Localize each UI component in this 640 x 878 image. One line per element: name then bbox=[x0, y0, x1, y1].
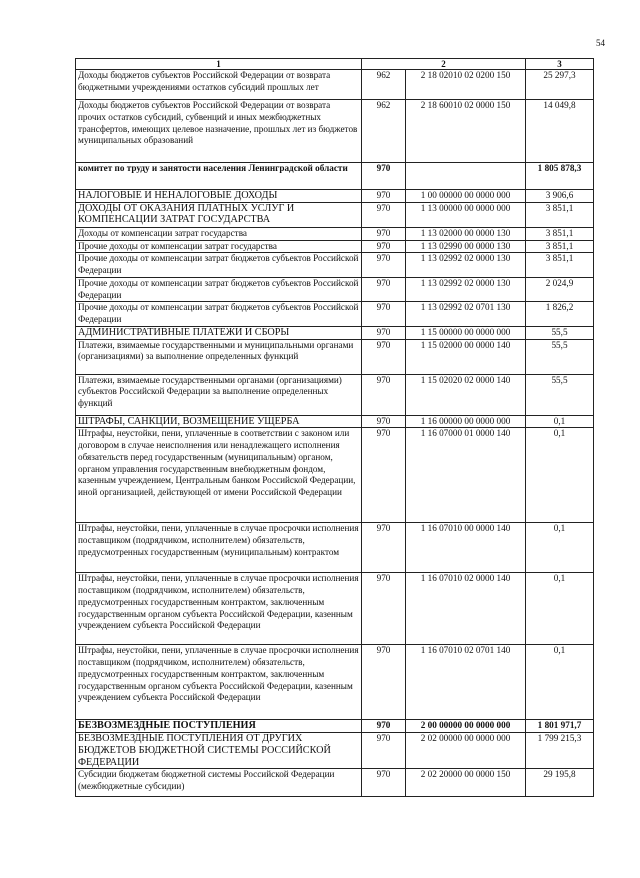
row-amount-cell: 1 801 971,7 bbox=[526, 720, 594, 733]
table-row bbox=[76, 720, 594, 733]
table-row bbox=[76, 202, 594, 227]
row-name-cell: Прочие доходы от компенсации затрат бюджетов субъектов Российской Федерации bbox=[76, 277, 362, 302]
row-amount-cell: 55,5 bbox=[526, 374, 594, 415]
row-admin-code-cell: 970 bbox=[362, 720, 406, 733]
row-admin-code-cell: 970 bbox=[362, 374, 406, 415]
row-amount-cell: 0,1 bbox=[526, 573, 594, 645]
row-admin-code-cell: 970 bbox=[362, 240, 406, 253]
row-budget-code-cell: 2 02 20000 00 0000 150 bbox=[406, 769, 526, 797]
row-name-cell: ШТРАФЫ, САНКЦИИ, ВОЗМЕЩЕНИЕ УЩЕРБА bbox=[76, 415, 362, 428]
row-budget-code-cell: 1 16 07000 01 0000 140 bbox=[406, 428, 526, 523]
row-amount-cell: 0,1 bbox=[526, 523, 594, 573]
table-row bbox=[76, 190, 594, 203]
row-budget-code-cell: 1 13 02992 02 0701 130 bbox=[406, 302, 526, 327]
row-name-cell: Платежи, взимаемые государственными органами (организациями) субъектов Российской Федерации за выполнение определенных функций bbox=[76, 374, 362, 415]
row-admin-code-cell: 970 bbox=[362, 277, 406, 302]
row-admin-code-cell: 970 bbox=[362, 190, 406, 203]
row-budget-code-cell: 1 13 02990 00 0000 130 bbox=[406, 240, 526, 253]
row-budget-code-cell: 1 15 02000 00 0000 140 bbox=[406, 339, 526, 374]
row-amount-cell: 1 826,2 bbox=[526, 302, 594, 327]
row-name-cell: Платежи, взимаемые государственными и муниципальными органами (организациями) за выполнение определенных функций bbox=[76, 339, 362, 374]
row-budget-code-cell bbox=[406, 163, 526, 190]
row-budget-code-cell: 1 13 02992 02 0000 130 bbox=[406, 253, 526, 278]
table-row bbox=[76, 302, 594, 327]
row-name-cell: Доходы от компенсации затрат государства bbox=[76, 227, 362, 240]
table-header-row bbox=[76, 59, 594, 70]
row-amount-cell: 0,1 bbox=[526, 645, 594, 720]
row-amount-cell: 25 297,3 bbox=[526, 70, 594, 100]
row-amount-cell: 29 195,8 bbox=[526, 769, 594, 797]
row-budget-code-cell: 1 16 07010 00 0000 140 bbox=[406, 523, 526, 573]
row-amount-cell: 2 024,9 bbox=[526, 277, 594, 302]
table-row bbox=[76, 326, 594, 339]
row-budget-code-cell: 1 16 07010 02 0701 140 bbox=[406, 645, 526, 720]
table-row bbox=[76, 100, 594, 163]
row-name-cell: Доходы бюджетов субъектов Российской Федерации от возврата бюджетными учреждениями остатков субсидий прошлых лет bbox=[76, 70, 362, 100]
row-amount-cell: 1 805 878,3 bbox=[526, 163, 594, 190]
row-name-cell: Штрафы, неустойки, пени, уплаченные в случае просрочки исполнения поставщиком (подрядчиком, исполнителем) обязательств, предусмотренных государственным контрактом, заключенным государственным органом субъекта Российской Федерации, казенным учреждением субъекта Российской Федерации bbox=[76, 645, 362, 720]
row-name-cell: Прочие доходы от компенсации затрат бюджетов субъектов Российской Федерации bbox=[76, 302, 362, 327]
row-budget-code-cell: 1 13 02000 00 0000 130 bbox=[406, 227, 526, 240]
row-admin-code-cell: 970 bbox=[362, 428, 406, 523]
row-amount-cell: 3 851,1 bbox=[526, 202, 594, 227]
row-name-cell: БЕЗВОЗМЕЗДНЫЕ ПОСТУПЛЕНИЯ bbox=[76, 720, 362, 733]
row-name-cell: Доходы бюджетов субъектов Российской Федерации от возврата прочих остатков субсидий, субвенций и иных межбюджетных трансфертов, имеющих целевое назначение, прошлых лет из бюджетов муниципальных образований bbox=[76, 100, 362, 163]
row-amount-cell: 0,1 bbox=[526, 415, 594, 428]
row-admin-code-cell: 970 bbox=[362, 523, 406, 573]
row-admin-code-cell: 962 bbox=[362, 100, 406, 163]
row-budget-code-cell: 1 13 02992 02 0000 130 bbox=[406, 277, 526, 302]
row-budget-code-cell: 1 16 00000 00 0000 000 bbox=[406, 415, 526, 428]
row-budget-code-cell: 1 16 07010 02 0000 140 bbox=[406, 573, 526, 645]
table-row bbox=[76, 523, 594, 573]
row-admin-code-cell: 970 bbox=[362, 202, 406, 227]
row-admin-code-cell: 970 bbox=[362, 645, 406, 720]
row-admin-code-cell: 970 bbox=[362, 573, 406, 645]
row-name-cell: комитет по труду и занятости населения Ленинградской области bbox=[76, 163, 362, 190]
row-admin-code-cell: 970 bbox=[362, 227, 406, 240]
table-row bbox=[76, 733, 594, 769]
table-row bbox=[76, 70, 594, 100]
row-budget-code-cell: 2 18 02010 02 0200 150 bbox=[406, 70, 526, 100]
row-name-cell: Субсидии бюджетам бюджетной системы Российской Федерации (межбюджетные субсидии) bbox=[76, 769, 362, 797]
row-amount-cell: 1 799 215,3 bbox=[526, 733, 594, 769]
table-row bbox=[76, 277, 594, 302]
row-amount-cell: 3 851,1 bbox=[526, 227, 594, 240]
row-admin-code-cell: 970 bbox=[362, 733, 406, 769]
row-name-cell: Штрафы, неустойки, пени, уплаченные в случае просрочки исполнения поставщиком (подрядчиком, исполнителем) обязательств, предусмотренных государственным (муниципальным) контрактом bbox=[76, 523, 362, 573]
row-budget-code-cell: 1 15 00000 00 0000 000 bbox=[406, 326, 526, 339]
row-name-cell: Штрафы, неустойки, пени, уплаченные в случае просрочки исполнения поставщиком (подрядчиком, исполнителем) обязательств, предусмотренных государственным контрактом, заключенным государственным органом субъекта Российской Федерации, казенным учреждением субъекта Российской Федерации bbox=[76, 573, 362, 645]
table-row bbox=[76, 573, 594, 645]
row-admin-code-cell: 970 bbox=[362, 339, 406, 374]
table-row bbox=[76, 645, 594, 720]
row-name-cell: Прочие доходы от компенсации затрат бюджетов субъектов Российской Федерации bbox=[76, 253, 362, 278]
row-budget-code-cell: 2 00 00000 00 0000 000 bbox=[406, 720, 526, 733]
row-admin-code-cell: 962 bbox=[362, 70, 406, 100]
row-amount-cell: 0,1 bbox=[526, 428, 594, 523]
row-budget-code-cell: 1 00 00000 00 0000 000 bbox=[406, 190, 526, 203]
table-row bbox=[76, 415, 594, 428]
table-row bbox=[76, 428, 594, 523]
page-number: 54 bbox=[596, 38, 605, 48]
table-row bbox=[76, 240, 594, 253]
row-name-cell: Штрафы, неустойки, пени, уплаченные в соответствии с законом или договором в случае неисполнения или ненадлежащего исполнения обязательств перед государственным (муниципальным) органом, органом управления государственным внебюджетным фондом, казенным учреждением, Центральным банком Российской Федерации, иной организацией, действующей от имени Российской Федерации bbox=[76, 428, 362, 523]
table-row bbox=[76, 769, 594, 797]
header-col-3: 3 bbox=[526, 59, 594, 70]
row-admin-code-cell: 970 bbox=[362, 302, 406, 327]
row-budget-code-cell: 1 15 02020 02 0000 140 bbox=[406, 374, 526, 415]
table-row bbox=[76, 253, 594, 278]
table-row bbox=[76, 163, 594, 190]
row-amount-cell: 3 906,6 bbox=[526, 190, 594, 203]
row-budget-code-cell: 1 13 00000 00 0000 000 bbox=[406, 202, 526, 227]
row-name-cell: АДМИНИСТРАТИВНЫЕ ПЛАТЕЖИ И СБОРЫ bbox=[76, 326, 362, 339]
header-col-1: 1 bbox=[76, 59, 362, 70]
row-name-cell: Прочие доходы от компенсации затрат государства bbox=[76, 240, 362, 253]
table-row bbox=[76, 339, 594, 374]
row-admin-code-cell: 970 bbox=[362, 326, 406, 339]
table-row bbox=[76, 374, 594, 415]
row-amount-cell: 3 851,1 bbox=[526, 253, 594, 278]
header-col-2: 2 bbox=[362, 59, 526, 70]
row-admin-code-cell: 970 bbox=[362, 769, 406, 797]
revenue-table bbox=[75, 58, 594, 797]
row-amount-cell: 14 049,8 bbox=[526, 100, 594, 163]
row-budget-code-cell: 2 18 60010 02 0000 150 bbox=[406, 100, 526, 163]
row-budget-code-cell: 2 02 00000 00 0000 000 bbox=[406, 733, 526, 769]
row-amount-cell: 55,5 bbox=[526, 339, 594, 374]
row-admin-code-cell: 970 bbox=[362, 253, 406, 278]
table-row bbox=[76, 227, 594, 240]
row-admin-code-cell: 970 bbox=[362, 415, 406, 428]
row-amount-cell: 55,5 bbox=[526, 326, 594, 339]
row-name-cell: НАЛОГОВЫЕ И НЕНАЛОГОВЫЕ ДОХОДЫ bbox=[76, 190, 362, 203]
row-name-cell: ДОХОДЫ ОТ ОКАЗАНИЯ ПЛАТНЫХ УСЛУГ И КОМПЕНСАЦИИ ЗАТРАТ ГОСУДАРСТВА bbox=[76, 202, 362, 227]
row-amount-cell: 3 851,1 bbox=[526, 240, 594, 253]
row-admin-code-cell: 970 bbox=[362, 163, 406, 190]
row-name-cell: БЕЗВОЗМЕЗДНЫЕ ПОСТУПЛЕНИЯ ОТ ДРУГИХ БЮДЖЕТОВ БЮДЖЕТНОЙ СИСТЕМЫ РОССИЙСКОЙ ФЕДЕРАЦИИ bbox=[76, 733, 362, 769]
